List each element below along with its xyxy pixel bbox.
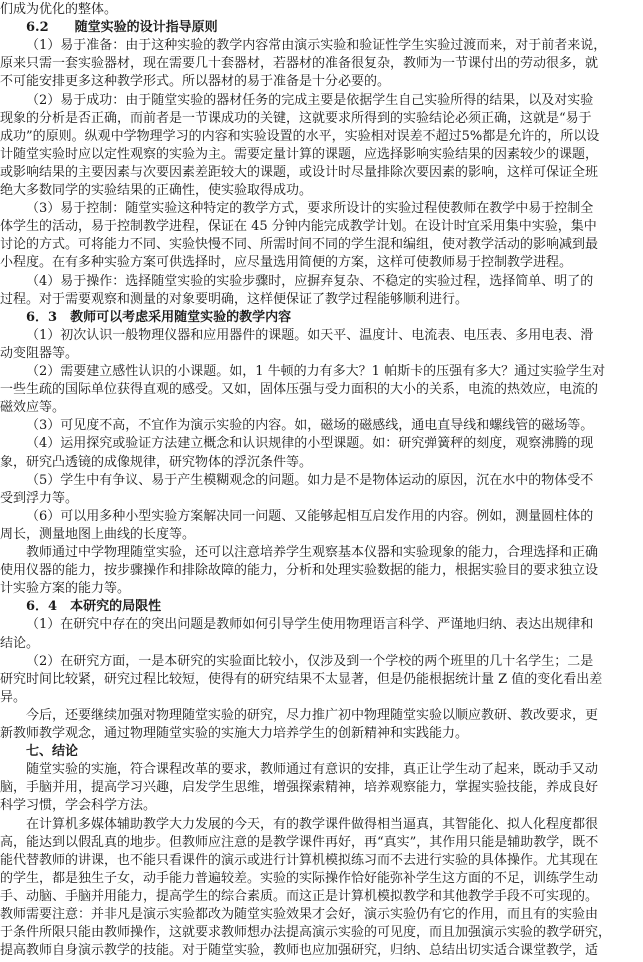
text-line: 体学生的活动，易于控制教学进程，保证在 45 分钟内能完成教学计划。在设计时宜采用集中实验，集中	[0, 219, 597, 235]
text-line: 小程度。在有多种实验方案可供选择时，应尽量选用简便的方案，这样可使教师易于控制教学进程。	[0, 255, 573, 271]
text-line: 不可能安排更多这种教学形式。所以器材的易于准备是十分必要的。	[0, 74, 391, 90]
text-line: 过程。对于需要观察和测量的对象要明确，这样便保证了教学过程能够顺利进行。	[0, 291, 469, 307]
text-line: （2）易于成功：由于随堂实验的器材任务的完成主要是依据学生自己实验所得的结果，以及对实验	[26, 92, 594, 108]
text-line: 的学生，都是独生子女，动手能力普遍较差。实验的实际操作恰好能弥补学生这方面的不足，训练学生动	[0, 870, 599, 886]
text-line: 受到浮力等。	[0, 490, 79, 506]
text-line: 手、动脑、手脑并用能力，提高学生的综合素质。而这正是计算机模拟教学和其他教学手段不可实现的。	[0, 888, 599, 904]
text-line: （3）可见度不高，不宜作为演示实验的内容。如，磁场的磁感线，通电直导线和螺线管的磁场等。	[26, 418, 594, 434]
text-line: 在计算机多媒体辅助教学大力发展的今天，有的教学课件做得相当逼真，其智能化、拟人化程度都很	[26, 816, 599, 832]
text-line: （4）运用探究或验证方法建立概念和认识规律的小型课题。如：研究弹簧秤的刻度，观察沸腾的现	[26, 436, 594, 452]
text-line: （3）易于控制：随堂实验这种特定的教学方式，要求所设计的实验过程使教师在教学中易于控制全	[26, 201, 594, 217]
text-line: （1）初次认识一般物理仪器和应用器件的课题。如天平、温度计、电流表、电压表、多用电表、滑	[26, 327, 594, 343]
text-line: 教师需要注意：并非凡是演示实验都改为随堂实验效果才会好，演示实验仍有它的作用，而且有的实验由	[0, 907, 599, 922]
section-heading: 6.2 随堂实验的设计指导原则	[26, 20, 218, 36]
text-line: 于条件所限只能由教师操作，这就要求教师想办法提高演示实验的可见度，而且加强演示实验的教学研究，	[0, 925, 612, 941]
text-line: 或影响结果的主要因素与次要因素差距较大的课题，或设计时尽量排除次要因素的影响，这样可保证全班	[0, 164, 599, 180]
text-line: （4）易于操作：选择随堂实验的实验步骤时，应摒弃复杂、不稳定的实验过程，选择简单、明了的	[26, 273, 594, 289]
text-line: （5）学生中有争议、易于产生模糊观念的问题。如力是不是物体运动的原因，沉在水中的物体受不	[26, 472, 594, 488]
text-line: 计实验方案的能力等。	[0, 581, 131, 597]
text-line: 结论。	[0, 635, 40, 651]
text-line: 教师通过中学物理随堂实验，还可以注意培养学生观察基本仪器和实验现象的能力，合理选择和正确	[26, 545, 599, 560]
text-line: （6）可以用多种小型实验方案解决同一问题、又能够起相互启发作用的内容。例如，测量圆柱体的	[26, 508, 594, 524]
text-line: 成功”的原则。纵观中学物理学习的内容和实验设置的水平，实验相对误差不超过5%都是允许的，所以设	[0, 128, 600, 144]
text-line: 使用仪器的能力，按步骤操作和排除故障的能力，分析和处理实验数据的能力，根据实验目的要求独立设	[0, 563, 599, 579]
section-heading: 6．3 教师可以考虑采用随堂实验的教学内容	[26, 309, 292, 325]
text-line: 现象的分析是否正确，而前者是一节课成功的关键，这就要求所得到的实验结论必须正确，这就是“易于	[0, 110, 592, 126]
text-line: 周长，测量地图上曲线的长度等。	[0, 526, 196, 542]
text-line: （2）在研究方面，一是本研究的实验面比较小，仅涉及到一个学校的两个班里的几十名学生；二是	[26, 653, 594, 669]
text-line: 异。	[0, 689, 27, 705]
text-line: 新教师教学观念，通过物理随堂实验的实施大力培养学生的创新精神和实践能力。	[0, 726, 469, 741]
text-line: 高，能达到以假乱真的地步。但教师应注意的是教学课件再好，再“真实”，其作用只能是辅助教学，既不	[0, 834, 599, 850]
text-line: 提高教师自身演示教学的技能。对于随堂实验，教师也应加强研究，归纳、总结出切实适合课堂教学，适	[0, 943, 599, 959]
section-heading: 七、结论	[26, 744, 79, 760]
text-line: （1）易于准备：由于这种实验的教学内容常由演示实验和验证性学生实验过渡而来，对于前者来说，	[26, 38, 607, 54]
text-line: 计随堂实验时应以定性观察的实验为主。需要定量计算的课题，应选择影响实验结果的因素较少的课题，	[0, 146, 599, 162]
text-line: （1）在研究中存在的突出问题是教师如何引导学生使用物理语言科学、严谨地归纳、表达出规律和	[26, 617, 594, 633]
text-line: 磁效应等。	[0, 400, 66, 416]
text-line: 今后，还要继续加强对物理随堂实验的研究，尽力推广初中物理随堂实验以顺应教研、教改要求，更	[26, 707, 599, 723]
text-line: 随堂实验的实施，符合课程改革的要求，教师通过有意识的安排，真正让学生动了起来，既动手又动	[26, 762, 599, 778]
text-line: 能代替教师的讲课，也不能只看课件的演示或进行计算机模拟练习而不去进行实验的具体操作。尤其现在	[0, 852, 599, 868]
text-line: 绝大多数同学的实验结果的正确性，使实验取得成功。	[0, 183, 313, 198]
text-line: 象，研究凸透镜的成像规律，研究物体的浮沉条件等。	[0, 454, 313, 470]
text-line: 科学习惯，学会科学方法。	[0, 798, 157, 814]
text-line: 一些生疏的国际单位获得直观的感受。又如，固体压强与受力面积的大小的关系，电流的热效应，电流的	[0, 382, 599, 398]
text-line: 研究时间比较紧，研究过程比较短，使得有的研究结果不太显著，但是仍能根据统计量 Z 值的变化看出差	[0, 671, 603, 687]
text-line: 原来只需一套实验器材，现在需要几十套器材，若器材的准备很复杂，教师为一节课付出的劳动很多，就	[0, 56, 599, 72]
text-line: 脑，手脑并用，提高学习兴趣，启发学生思维，增强探索精神，培养观察能力，掌握实验技能，养成良好	[0, 780, 599, 796]
text-line: （2）需要建立感性认识的小课题。如，1 牛顿的力有多大？1 帕斯卡的压强有多大？通过实验学生对	[26, 364, 606, 379]
text-line: 讨论的方式。可将能力不同、实验快慢不同、所需时间不同的学生混和编组，使对教学活动的影响减到最	[0, 237, 599, 253]
text-line: 们成为优化的整体。	[0, 2, 118, 17]
section-heading: 6．4 本研究的局限性	[26, 599, 162, 615]
text-line: 动变阻器等。	[0, 345, 79, 361]
